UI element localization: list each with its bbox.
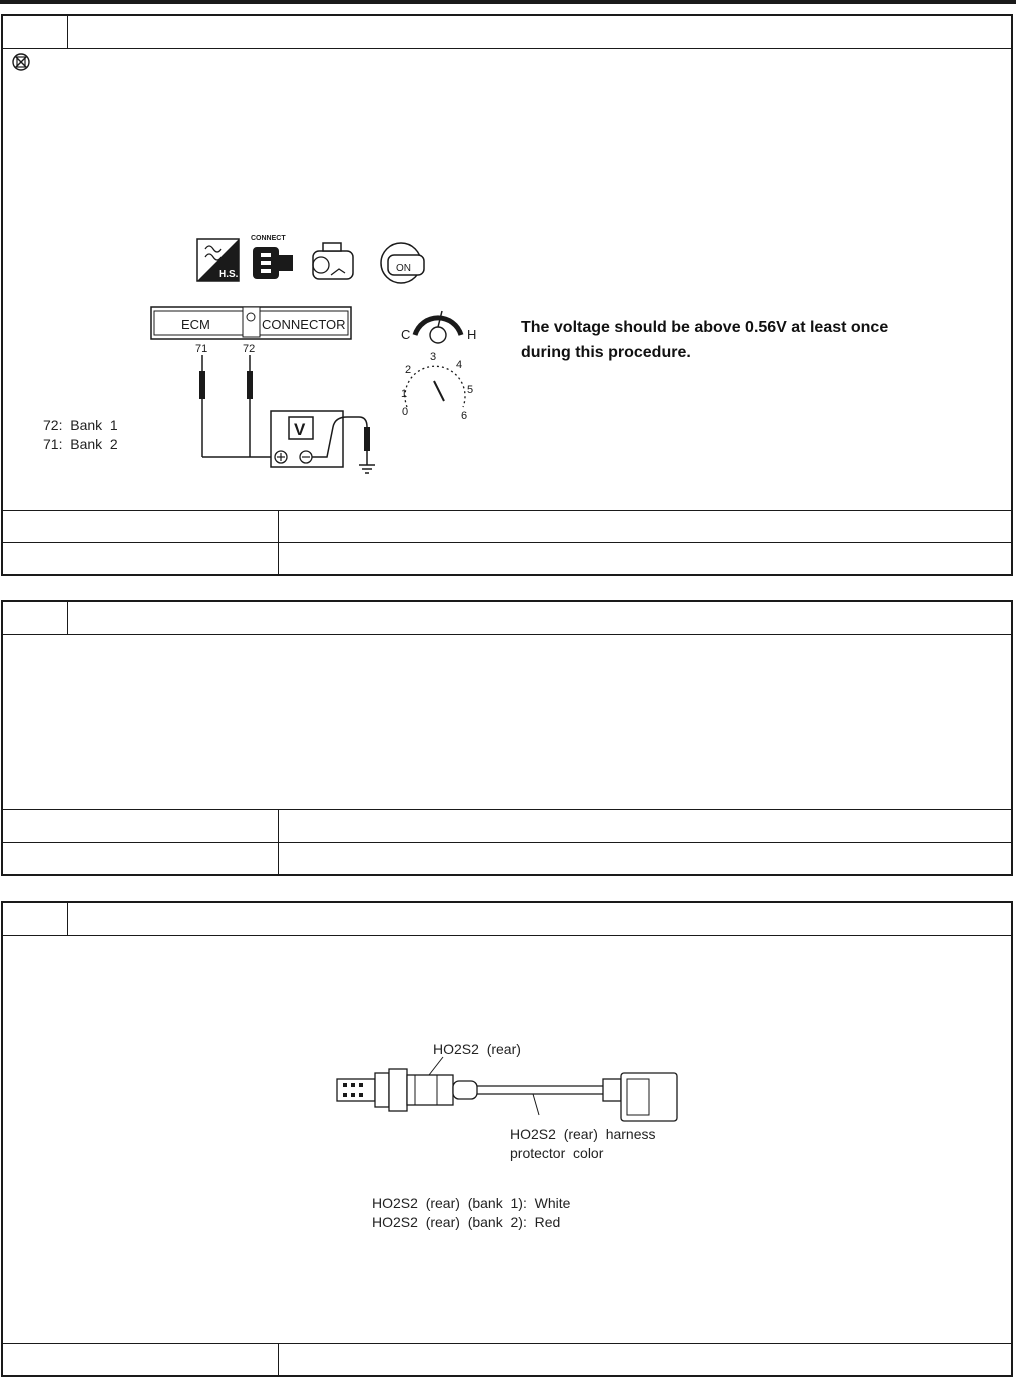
svg-text:C: C [401, 327, 411, 342]
bank-1-color: HO2S2 (rear) (bank 1): White [372, 1195, 571, 1211]
temperature-gauge-icon [401, 311, 476, 343]
step-number-cell [3, 903, 68, 935]
voltmeter-icon [271, 411, 343, 467]
tach-tick-6: 6 [461, 410, 468, 422]
step-box-1 [1, 14, 1013, 576]
step-box-3 [1, 901, 1013, 1377]
tachometer-icon [401, 351, 473, 422]
harness-label-line-2: protector color [510, 1145, 604, 1161]
result-row-ok [3, 809, 1011, 842]
result-row-ok [3, 510, 1011, 543]
pin-72-label: 72 [243, 343, 256, 355]
pin-71-label: 71 [195, 343, 208, 355]
ecm-label: ECM [181, 317, 210, 332]
tach-tick-3: 3 [430, 351, 437, 363]
result-row-ng [3, 842, 1011, 875]
ground-icon [359, 465, 375, 473]
tach-tick-0: 0 [402, 406, 409, 418]
connector-icon [251, 235, 293, 279]
bank-2-label: 71: Bank 2 [43, 436, 118, 452]
engine-icon [313, 243, 353, 279]
step-box-2 [1, 600, 1013, 876]
tach-tick-5: 5 [467, 384, 474, 396]
svg-text:CONNECT: CONNECT [251, 235, 286, 242]
tach-tick-4: 4 [456, 359, 463, 371]
step-header [3, 903, 1011, 936]
step-number-cell [3, 602, 68, 634]
tach-tick-1: 1 [401, 388, 408, 400]
harness-label-line-1: HO2S2 (rear) harness [510, 1126, 656, 1142]
ignition-key-icon [381, 243, 424, 283]
svg-text:H: H [467, 327, 477, 342]
svg-text:ON: ON [396, 263, 411, 274]
top-rule [0, 0, 1016, 4]
voltage-note-line-1: The voltage should be above 0.56V at least once [521, 319, 889, 336]
ecm-voltage-diagram [133, 231, 483, 476]
probe-72 [247, 371, 253, 399]
svg-text:H.S.: H.S. [219, 269, 239, 280]
bank-2-color: HO2S2 (rear) (bank 2): Red [372, 1214, 561, 1230]
no-tools-icon [11, 52, 31, 72]
bank-1-label: 72: Bank 1 [43, 417, 118, 433]
sensor-label: HO2S2 (rear) [433, 1041, 521, 1057]
svg-text:V: V [294, 420, 306, 439]
step-header [3, 16, 1011, 49]
hot-surface-icon [197, 239, 239, 281]
voltage-note-line-2: during this procedure. [521, 344, 691, 361]
tach-tick-2: 2 [405, 364, 412, 376]
result-row-ok [3, 1343, 1011, 1376]
probe-71 [199, 371, 205, 399]
connector-label: CONNECTOR [262, 317, 346, 332]
step-number-cell [3, 16, 68, 48]
step-header [3, 602, 1011, 635]
ground-probe [364, 427, 370, 451]
result-row-ng [3, 542, 1011, 575]
